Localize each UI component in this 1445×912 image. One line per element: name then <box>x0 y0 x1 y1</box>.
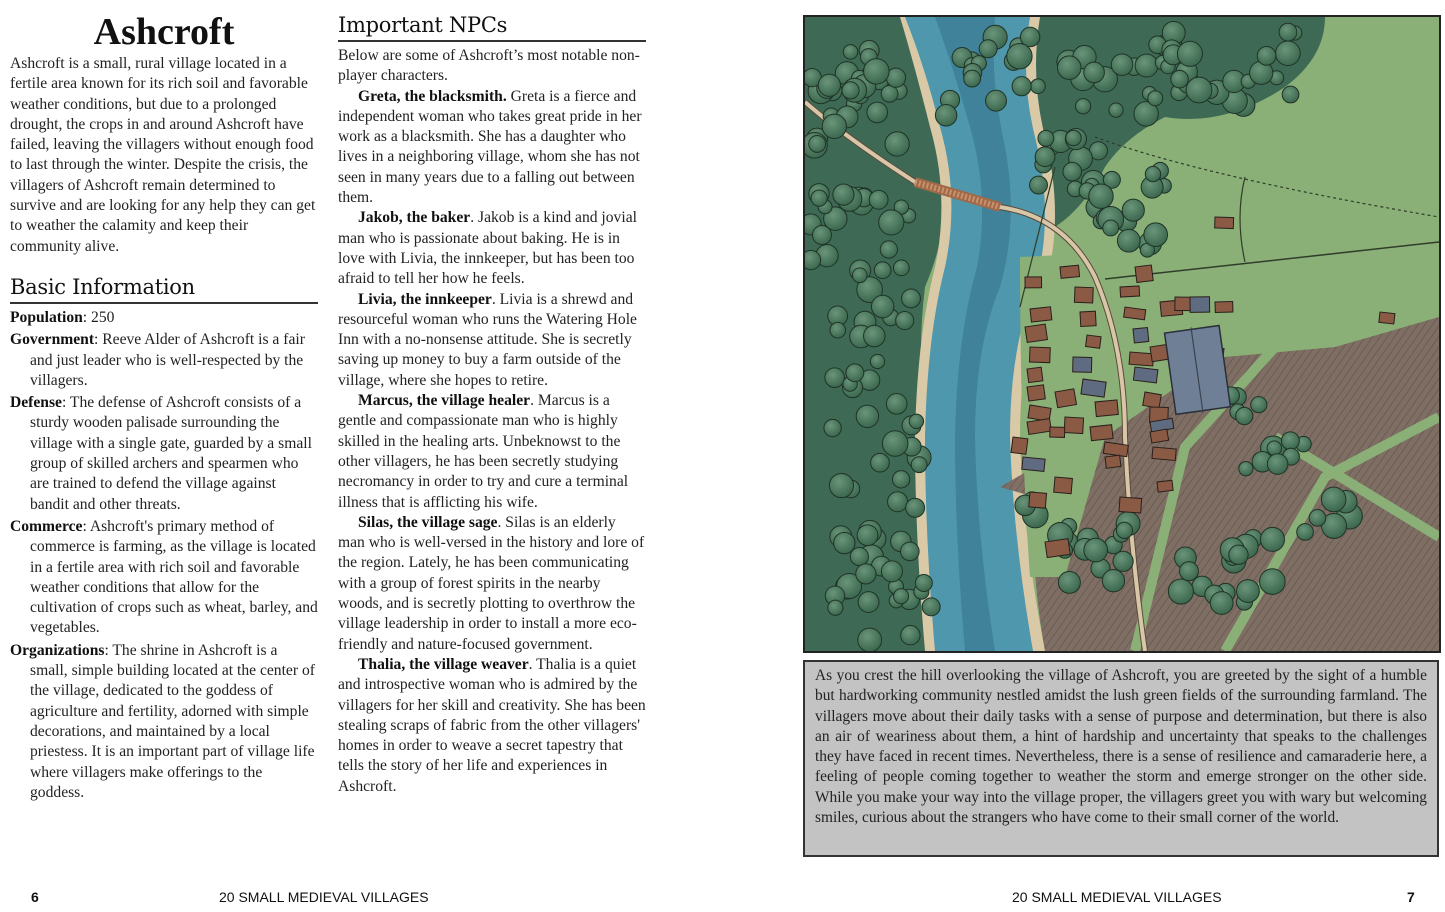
house-blue-roof <box>1133 367 1158 383</box>
tree <box>1148 91 1163 106</box>
house-blue-roof <box>1190 297 1210 313</box>
tree <box>1168 579 1193 604</box>
tree <box>1267 454 1288 475</box>
tree <box>1066 130 1081 145</box>
tree <box>1089 184 1113 208</box>
info-label: Population <box>10 308 83 326</box>
npc-description: . Silas is an elderly man who is well-versed in the history and lore of the region. Lately, he has been communicating with a group of forest spirits in the nearby woods, and is secretly plotting to overthrow the village leadership in order to install a more eco-friendly and nature-focused government. <box>338 513 645 653</box>
tree <box>1058 56 1081 79</box>
house-brown-roof <box>1124 307 1146 320</box>
npc-greta <box>338 87 646 209</box>
info-text: : Reeve Alder of Ashcroft is a fair and just leader who is well-respected by the villagers. <box>30 331 305 389</box>
tree <box>881 561 902 582</box>
tree <box>1113 551 1133 571</box>
village-map <box>803 15 1441 653</box>
read-aloud-box: As you crest the hill overlooking the village of Ashcroft, you are greeted by the sight of a humble but hardworking community nestled amidst the lush green fields of the surrounding farmland. The villagers move about their daily tasks with a sense of purpose and determination, but there is also an air of weariness about them, a hint of hardship and uncertainty that speaks to the challenges they have faced in recent times. Nevertheless, there is a sense of resilience and camaraderie here, a feeling of people coming together to weather the storm and emerge stronger on the other side. While you make your way into the village proper, the villagers greet you with wary but welcoming smiles, curious about the strangers who have come to their small corner of the world. <box>803 660 1439 857</box>
house-brown-roof <box>1086 335 1102 348</box>
tree <box>850 547 868 565</box>
info-government <box>10 330 318 391</box>
running-title-left: 20 SMALL MEDIEVAL VILLAGES <box>219 889 429 905</box>
tree <box>1239 462 1253 476</box>
npc-livia <box>338 290 646 391</box>
house-brown-roof <box>1157 480 1173 492</box>
tree <box>828 600 843 615</box>
info-text: : The shrine in Ashcroft is a small, simple building located at the center of the village, dedicated to the goddess of agriculture and fertility, adorned with simple decorations, and maintained by a local priestess. It is an important part of village life where villagers make offerings to the goddess. <box>30 641 315 801</box>
basic-information-heading: Basic Information <box>10 274 318 304</box>
house-brown-roof <box>1152 447 1176 461</box>
info-label: Commerce <box>10 517 83 535</box>
tree <box>811 190 827 206</box>
npc-column <box>338 0 646 797</box>
basic-information-list <box>10 308 318 803</box>
tree <box>915 575 932 592</box>
tree <box>894 260 910 276</box>
house-brown-roof <box>1029 347 1050 363</box>
tree <box>1179 562 1198 581</box>
house-blue-roof <box>1133 328 1149 343</box>
page-number-right: 7 <box>1407 889 1415 905</box>
tree <box>886 394 907 415</box>
info-defense <box>10 393 318 515</box>
house-brown-roof <box>1027 385 1045 401</box>
npc-jakob <box>338 208 646 289</box>
info-label: Organizations <box>10 641 105 659</box>
tree <box>818 74 840 96</box>
npc-name: Marcus, the village healer <box>358 392 531 410</box>
tree <box>809 135 826 152</box>
tree <box>1117 229 1140 252</box>
tree <box>1116 522 1132 538</box>
tree <box>857 525 878 546</box>
important-npcs-heading: Important NPCs <box>338 12 646 42</box>
left-column <box>10 0 318 805</box>
tree <box>1102 570 1124 592</box>
tree <box>824 419 841 436</box>
tree <box>1031 79 1046 94</box>
village-map-illustration <box>805 17 1439 651</box>
tree <box>830 322 846 338</box>
tree <box>858 592 879 613</box>
npc-name: Greta, the blacksmith. <box>358 87 507 105</box>
house-brown-roof <box>1379 312 1395 324</box>
tree <box>856 564 876 584</box>
house-brown-roof <box>1050 427 1065 437</box>
tree <box>874 262 891 279</box>
house-brown-roof <box>1064 417 1083 434</box>
npc-description: . Marcus is a gentle and compassionate man who is highly skilled in the healing arts. Unbeknowst to the other villagers, he has been secretly studying necromancy in order to try and cure a terminal illness that is afflicting his wife. <box>338 392 629 511</box>
tree <box>1171 70 1189 88</box>
tree <box>825 368 845 388</box>
tree <box>852 268 867 283</box>
house-brown-roof <box>1060 265 1080 278</box>
tree <box>1276 41 1301 66</box>
tree <box>1229 545 1248 564</box>
tree <box>892 471 909 488</box>
tree <box>1210 592 1233 615</box>
tree <box>846 364 864 382</box>
tree <box>911 457 927 473</box>
intro-paragraph: Ashcroft is a small, rural village located in a fertile area known for its rich soil and favorable weather conditions, but due to a prolonged drought, the crops in and around Ashcroft have failed, leaving the villagers without enough food to last through the winter. Despite the crisis, the villagers of Ashcroft remain determined to survive and are looking for any help they can get to weather the calamity and keep their community alive. <box>10 55 316 255</box>
tree <box>1279 23 1297 41</box>
tree <box>864 325 886 347</box>
tree <box>871 295 894 318</box>
page-number-left: 6 <box>31 889 39 905</box>
tree <box>1035 147 1055 167</box>
house-brown-roof <box>1054 477 1073 494</box>
tree <box>1257 47 1276 66</box>
tree <box>1144 223 1168 247</box>
tree <box>1084 62 1105 83</box>
tree <box>979 40 997 58</box>
npc-marcus <box>338 391 646 513</box>
info-label: Government <box>10 331 95 349</box>
tree <box>896 311 914 329</box>
tree <box>829 473 853 497</box>
tree <box>1103 220 1119 236</box>
tree <box>805 250 821 269</box>
house-brown-roof <box>1105 455 1121 468</box>
tree <box>909 414 923 428</box>
tree <box>1281 432 1299 450</box>
npc-description: . Thalia is a quiet and introspective woman who is admired by the villagers for her skill and creativity. She has been stealing scraps of fabric from the other villagers' homes in order to weave a secret tapestry that tells the story of her life and experiences in Ashcroft. <box>338 655 646 795</box>
tree <box>1135 54 1158 77</box>
tree <box>1177 41 1202 66</box>
tree <box>901 626 920 645</box>
tree <box>871 453 890 472</box>
npc-thalia <box>338 655 646 797</box>
tree <box>1122 199 1144 221</box>
tree <box>1084 538 1108 562</box>
tree <box>1109 103 1123 117</box>
house-brown-roof <box>1143 392 1162 408</box>
tree <box>843 45 858 60</box>
page-title: Ashcroft <box>93 11 235 53</box>
npc-description: . Livia is a shrewd and resourceful woman who runs the Watering Hole Inn with a no-nonsense attitude. She is secretly saving up money to buy a farm outside of the village, where she hopes to retire. <box>338 290 637 389</box>
tree <box>888 492 908 512</box>
house-brown-roof <box>1074 287 1093 303</box>
house-brown-roof <box>1045 539 1070 558</box>
tree <box>986 90 1007 111</box>
info-label: Defense <box>10 394 62 412</box>
house-brown-roof <box>1025 277 1042 288</box>
house-blue-roof <box>1022 457 1045 471</box>
tree <box>858 628 882 651</box>
tree <box>1321 487 1346 512</box>
tree <box>885 132 909 156</box>
tree <box>1251 397 1267 413</box>
tree <box>1236 407 1253 424</box>
house-brown-roof <box>1055 389 1077 408</box>
tree <box>1063 162 1082 181</box>
tree <box>856 405 878 427</box>
house-brown-roof <box>1011 437 1028 454</box>
tree <box>1012 77 1031 96</box>
info-population <box>10 308 318 328</box>
npc-silas <box>338 513 646 655</box>
tree <box>1237 580 1260 603</box>
tree <box>813 226 832 245</box>
house-brown-roof <box>1119 497 1142 513</box>
tree <box>1309 510 1326 527</box>
house-brown-roof <box>1135 265 1153 283</box>
tree <box>869 190 888 209</box>
house-brown-roof <box>1129 352 1154 366</box>
house-brown-roof <box>1150 429 1169 443</box>
tree <box>1297 524 1314 541</box>
tree <box>1260 569 1286 595</box>
npc-description: Greta is a fierce and independent woman who takes great pride in her work as a blacksmith. She has a daughter who lives in a neighboring village, whom she has not seen in many years due to a falling out between them. <box>338 87 642 207</box>
tree <box>1260 527 1284 551</box>
info-commerce <box>10 517 318 639</box>
tree <box>833 184 854 205</box>
tree <box>867 102 888 123</box>
tree <box>964 70 981 87</box>
tree <box>822 114 846 138</box>
npc-name: Thalia, the village weaver <box>358 655 529 673</box>
tree <box>1145 166 1160 181</box>
house-brown-roof <box>1027 367 1043 382</box>
tree <box>1282 86 1299 103</box>
house-brown-roof <box>1215 302 1233 313</box>
tree <box>880 241 897 258</box>
tree <box>870 354 884 368</box>
info-organizations <box>10 641 318 803</box>
house-brown-roof <box>1120 286 1140 297</box>
running-title-right: 20 SMALL MEDIEVAL VILLAGES <box>1012 889 1222 905</box>
house-blue-roof <box>1081 379 1106 397</box>
tree <box>1030 176 1048 194</box>
npc-name: Silas, the village sage <box>358 513 498 531</box>
tree <box>882 431 908 457</box>
house-blue-roof <box>1073 357 1092 372</box>
tree <box>864 59 889 84</box>
tree <box>922 598 940 616</box>
house-brown-roof <box>1029 492 1047 508</box>
tree <box>1111 54 1133 76</box>
tree <box>1007 44 1032 69</box>
tree <box>902 289 921 308</box>
tree <box>1058 571 1080 593</box>
tree <box>894 589 909 604</box>
house-brown-roof <box>1215 217 1234 229</box>
info-text: : Ashcroft's primary method of commerce is farming, as the village is located in a fertile area with rich soil and favorable weather conditions that allow for the cultivation of crops such as wheat, barley, and vegetables. <box>30 517 318 637</box>
tree <box>1075 99 1090 114</box>
tree <box>879 210 904 235</box>
info-text: : 250 <box>82 308 115 326</box>
tree <box>1038 130 1054 146</box>
tree <box>1186 77 1212 103</box>
tree <box>842 82 859 99</box>
house-brown-roof <box>1090 425 1113 441</box>
house-brown-roof <box>1025 324 1047 342</box>
tree <box>935 105 956 126</box>
house-brown-roof <box>1027 419 1051 435</box>
info-text: : The defense of Ashcroft consists of a sturdy wooden palisade surrounding the village with a single gate, guarded by a small group of skilled archers and spearmen who are trained to defend the village against bandit and other threats. <box>30 394 312 513</box>
tree <box>1267 441 1282 456</box>
house-brown-roof <box>1095 400 1118 417</box>
npc-name: Jakob, the baker <box>358 209 471 227</box>
house-brown-roof <box>1030 307 1052 322</box>
npc-name: Livia, the innkeeper <box>358 290 492 308</box>
tree <box>901 542 920 561</box>
npc-intro: Below are some of Ashcroft’s most notable non-player characters. <box>338 47 640 85</box>
npc-description: . Jakob is a kind and jovial man who is passionate about baking. He is in love with Livia, the innkeeper, but has been too afraid to tell her how he feels. <box>338 209 637 288</box>
house-brown-roof <box>1080 311 1096 326</box>
tree <box>834 532 855 553</box>
house-brown-roof <box>1175 297 1191 311</box>
tree <box>881 85 898 102</box>
tree <box>906 498 925 517</box>
